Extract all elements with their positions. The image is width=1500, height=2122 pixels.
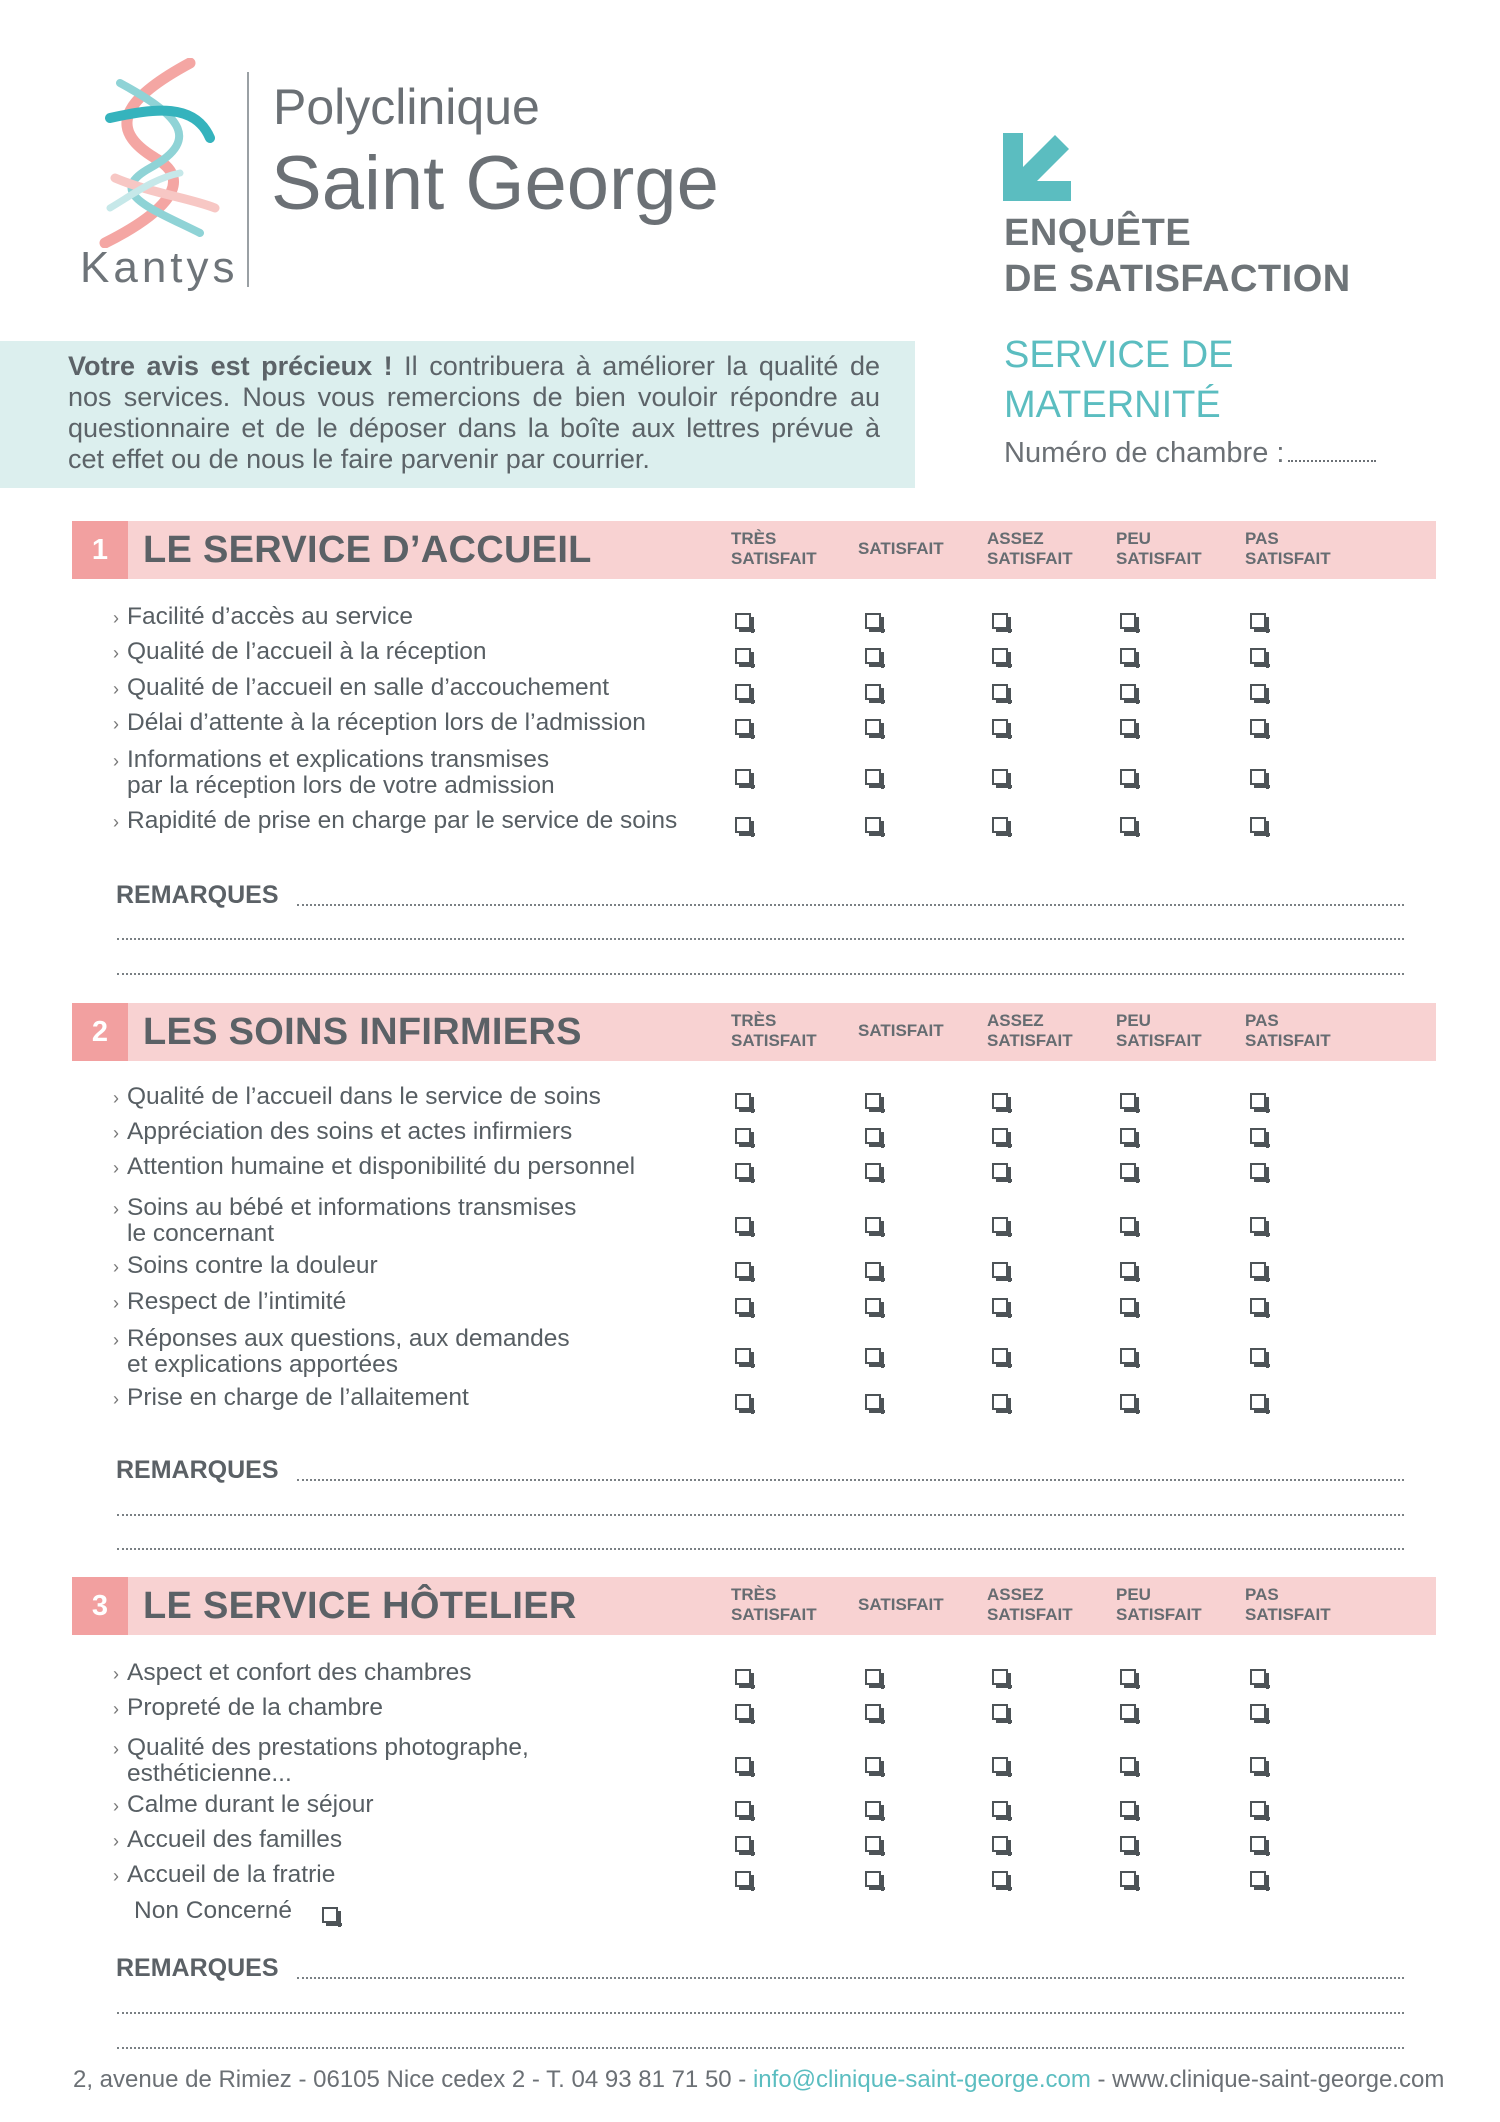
rating-checkbox[interactable]	[992, 1394, 1008, 1410]
rating-checkbox[interactable]	[992, 817, 1008, 833]
survey-title-line2: DE SATISFACTION	[1004, 258, 1351, 300]
question-label: Rapidité de prise en charge par le service de soins	[127, 807, 678, 834]
rating-column-header-line: PAS	[1245, 1585, 1279, 1604]
remarks-label: REMARQUES	[116, 1954, 279, 1982]
service-name-line1: SERVICE DE	[1004, 334, 1234, 376]
question-label: Facilité d’accès au service	[127, 603, 413, 630]
question-label: Attention humaine et disponibilité du personnel	[127, 1153, 636, 1180]
rating-checkbox[interactable]	[992, 719, 1008, 735]
question-label: Informations et explications transmises par la réception lors de votre admission	[127, 746, 555, 799]
rating-checkbox[interactable]	[1250, 817, 1266, 833]
rating-column-header	[731, 1585, 817, 1625]
rating-checkbox[interactable]	[992, 1128, 1008, 1144]
rating-checkbox[interactable]	[865, 1163, 881, 1179]
rating-checkbox[interactable]	[735, 1801, 751, 1817]
chevron-right-icon: ›	[113, 1699, 119, 1719]
rating-checkbox[interactable]	[865, 719, 881, 735]
rating-checkbox[interactable]	[735, 1262, 751, 1278]
rating-column-header-line: SATISFAIT	[731, 1031, 817, 1050]
rating-checkbox[interactable]	[735, 769, 751, 785]
clinic-logo-mark	[95, 58, 225, 248]
rating-checkbox[interactable]	[865, 684, 881, 700]
rating-checkbox[interactable]	[865, 1836, 881, 1852]
rating-column-header-line: PEU	[1116, 529, 1151, 548]
rating-checkbox[interactable]	[1250, 1298, 1266, 1314]
section-number: 1	[72, 521, 128, 579]
rating-checkbox[interactable]	[1120, 1801, 1136, 1817]
rating-checkbox[interactable]	[1120, 1262, 1136, 1278]
rating-checkbox[interactable]	[992, 1801, 1008, 1817]
room-number-label: Numéro de chambre :	[1004, 437, 1285, 469]
rating-checkbox[interactable]	[1250, 1669, 1266, 1685]
remarks-line[interactable]	[117, 1514, 1404, 1516]
rating-checkbox[interactable]	[992, 1262, 1008, 1278]
rating-column-header-line: ASSEZ	[987, 1585, 1044, 1604]
rating-checkbox[interactable]	[1250, 648, 1266, 664]
remarks-line[interactable]	[297, 904, 1404, 906]
rating-checkbox[interactable]	[992, 1217, 1008, 1233]
rating-checkbox[interactable]	[1250, 719, 1266, 735]
rating-checkbox[interactable]	[735, 1298, 751, 1314]
chevron-right-icon: ›	[113, 1199, 119, 1219]
rating-column-header	[987, 1011, 1073, 1051]
rating-column-header-line: ASSEZ	[987, 529, 1044, 548]
rating-checkbox[interactable]	[992, 1704, 1008, 1720]
logo-divider	[247, 72, 249, 287]
rating-checkbox[interactable]	[1120, 1128, 1136, 1144]
chevron-right-icon: ›	[113, 1389, 119, 1409]
rating-column-header-line: PEU	[1116, 1585, 1151, 1604]
rating-checkbox[interactable]	[1250, 1262, 1266, 1278]
room-number-field[interactable]	[1004, 437, 1376, 470]
rating-column-header-line: PAS	[1245, 1011, 1279, 1030]
section-title: LE SERVICE HÔTELIER	[143, 1585, 577, 1627]
rating-checkbox[interactable]	[735, 1093, 751, 1109]
rating-checkbox[interactable]	[1250, 613, 1266, 629]
chevron-right-icon: ›	[113, 1257, 119, 1277]
question-label: Qualité de l’accueil en salle d’accouchement	[127, 674, 610, 701]
rating-checkbox[interactable]	[1120, 1669, 1136, 1685]
survey-question	[113, 747, 555, 799]
rating-checkbox[interactable]	[1120, 1836, 1136, 1852]
rating-checkbox[interactable]	[1120, 648, 1136, 664]
rating-checkbox[interactable]	[1250, 1348, 1266, 1364]
rating-checkbox[interactable]	[992, 1871, 1008, 1887]
question-label: Réponses aux questions, aux demandes et explications apportées	[127, 1325, 570, 1378]
section-number: 3	[72, 1577, 128, 1635]
chevron-right-icon: ›	[113, 1796, 119, 1816]
survey-question	[113, 1253, 378, 1280]
rating-checkbox[interactable]	[735, 1871, 751, 1887]
rating-column-header-line: SATISFAIT	[731, 549, 817, 568]
survey-question	[113, 1195, 576, 1247]
rating-checkbox[interactable]	[735, 1704, 751, 1720]
rating-checkbox[interactable]	[735, 648, 751, 664]
question-label: Calme durant le séjour	[127, 1791, 374, 1818]
section-number: 2	[72, 1003, 128, 1061]
chevron-right-icon: ›	[113, 1831, 119, 1851]
rating-checkbox[interactable]	[735, 817, 751, 833]
rating-checkbox[interactable]	[735, 684, 751, 700]
rating-checkbox[interactable]	[735, 1836, 751, 1852]
rating-checkbox[interactable]	[1250, 1871, 1266, 1887]
survey-question	[113, 1862, 335, 1889]
survey-question	[113, 675, 609, 702]
question-label: Soins au bébé et informations transmises le concernant	[127, 1194, 577, 1247]
question-label: Respect de l’intimité	[127, 1288, 347, 1315]
rating-column-header-line: SATISFAIT	[731, 1605, 817, 1624]
rating-column-header	[1116, 1011, 1202, 1051]
rating-checkbox[interactable]	[1120, 1298, 1136, 1314]
rating-column-header-line: SATISFAIT	[987, 1605, 1073, 1624]
rating-checkbox[interactable]	[992, 648, 1008, 664]
rating-column-header	[987, 1585, 1073, 1625]
survey-question	[113, 1084, 601, 1111]
rating-column-header	[1116, 529, 1202, 569]
rating-column-header-line: SATISFAIT	[1116, 549, 1202, 568]
rating-checkbox[interactable]	[1120, 719, 1136, 735]
rating-column-header-line: SATISFAIT	[987, 549, 1073, 568]
rating-column-header-line: PAS	[1245, 529, 1279, 548]
chevron-right-icon: ›	[113, 1158, 119, 1178]
rating-checkbox[interactable]	[865, 1669, 881, 1685]
rating-checkbox[interactable]	[1250, 1394, 1266, 1410]
rating-checkbox[interactable]	[992, 613, 1008, 629]
rating-checkbox[interactable]	[865, 1262, 881, 1278]
question-label: Qualité de l’accueil à la réception	[127, 638, 487, 665]
rating-column-header	[858, 1595, 944, 1615]
rating-checkbox[interactable]	[865, 1298, 881, 1314]
chevron-right-icon: ›	[113, 643, 119, 663]
rating-checkbox[interactable]	[735, 1348, 751, 1364]
rating-checkbox[interactable]	[1250, 1217, 1266, 1233]
rating-checkbox[interactable]	[735, 719, 751, 735]
survey-question	[113, 1695, 383, 1722]
rating-column-header	[987, 529, 1073, 569]
footer-email-link[interactable]: info@clinique-saint-george.com	[752, 2066, 1091, 2093]
rating-checkbox[interactable]	[865, 1128, 881, 1144]
rating-column-header	[731, 529, 817, 569]
rating-column-header-line: SATISFAIT	[1245, 1031, 1331, 1050]
rating-checkbox[interactable]	[735, 1163, 751, 1179]
chevron-right-icon: ›	[113, 1088, 119, 1108]
question-label: Prise en charge de l’allaitement	[127, 1384, 469, 1411]
question-label: Délai d’attente à la réception lors de l’admission	[127, 709, 646, 736]
section-header	[72, 521, 1436, 579]
rating-column-header-line: SATISFAIT	[1245, 549, 1331, 568]
not-concerned-label: Non Concerné	[134, 1897, 292, 1924]
chevron-right-icon: ›	[113, 679, 119, 699]
chevron-right-icon: ›	[113, 1293, 119, 1313]
question-label: Aspect et confort des chambres	[127, 1659, 472, 1686]
survey-question	[113, 604, 413, 631]
survey-question	[113, 1326, 570, 1378]
rating-checkbox[interactable]	[1120, 1163, 1136, 1179]
footer-website-link[interactable]: www.clinique-saint-george.com	[1112, 2066, 1445, 2093]
chevron-right-icon: ›	[113, 812, 119, 832]
rating-checkbox[interactable]	[992, 1093, 1008, 1109]
intro-body: Il contribuera à améliorer la qualité de nos services. Nous vous remercions de bien vouloir répondre au questionnaire et de le déposer dans la boîte aux lettres prévue à cet effet ou de nous le faire parvenir par courrier.	[68, 351, 880, 474]
rating-column-header	[1245, 529, 1331, 569]
remarks-line[interactable]	[117, 973, 1404, 975]
rating-column-header-line: SATISFAIT	[987, 1031, 1073, 1050]
remarks-label: REMARQUES	[116, 881, 279, 909]
rating-column-header	[1245, 1585, 1331, 1625]
rating-checkbox[interactable]	[865, 769, 881, 785]
intro-bold: Votre avis est précieux !	[68, 351, 393, 381]
question-label: Qualité de l’accueil dans le service de soins	[127, 1083, 601, 1110]
rating-checkbox[interactable]	[1250, 1704, 1266, 1720]
survey-question	[113, 639, 487, 666]
survey-question	[113, 1735, 529, 1787]
rating-checkbox[interactable]	[865, 817, 881, 833]
rating-column-header-line: SATISFAIT	[858, 1021, 944, 1040]
rating-column-header	[1116, 1585, 1202, 1625]
not-concerned-checkbox[interactable]	[322, 1907, 338, 1923]
chevron-right-icon: ›	[113, 1330, 119, 1350]
clinic-name-line2: Saint George	[271, 141, 719, 226]
question-label: Qualité des prestations photographe, esthéticienne...	[127, 1734, 529, 1787]
service-name	[1004, 330, 1233, 430]
intro-text	[68, 351, 880, 475]
rating-checkbox[interactable]	[1250, 1093, 1266, 1109]
rating-checkbox[interactable]	[865, 1348, 881, 1364]
chevron-right-icon: ›	[113, 714, 119, 734]
remarks-label: REMARQUES	[116, 1456, 279, 1484]
rating-checkbox[interactable]	[735, 1128, 751, 1144]
question-label: Accueil des familles	[127, 1826, 343, 1853]
survey-question	[113, 1154, 635, 1181]
rating-checkbox[interactable]	[735, 1217, 751, 1233]
survey-question	[113, 808, 677, 835]
footer-address: 2, avenue de Rimiez - 06105 Nice cedex 2 - T. 04 93 81 71 50 -	[73, 2066, 753, 2093]
chevron-right-icon: ›	[113, 608, 119, 628]
rating-checkbox[interactable]	[992, 1348, 1008, 1364]
rating-column-header-line: SATISFAIT	[1116, 1031, 1202, 1050]
rating-checkbox[interactable]	[992, 684, 1008, 700]
rating-column-header	[858, 539, 944, 559]
rating-checkbox[interactable]	[1250, 684, 1266, 700]
room-number-blank[interactable]	[1288, 460, 1376, 462]
question-label: Accueil de la fratrie	[127, 1861, 336, 1888]
rating-checkbox[interactable]	[1120, 817, 1136, 833]
rating-checkbox[interactable]	[1120, 1757, 1136, 1773]
rating-checkbox[interactable]	[735, 1757, 751, 1773]
remarks-line[interactable]	[117, 1548, 1404, 1550]
question-label: Appréciation des soins et actes infirmiers	[127, 1118, 573, 1145]
survey-question	[113, 710, 646, 737]
remarks-line[interactable]	[117, 938, 1404, 940]
rating-checkbox[interactable]	[992, 769, 1008, 785]
section-header	[72, 1577, 1436, 1635]
rating-checkbox[interactable]	[1120, 1093, 1136, 1109]
rating-checkbox[interactable]	[1250, 1128, 1266, 1144]
rating-column-header	[731, 1011, 817, 1051]
rating-checkbox[interactable]	[1250, 1163, 1266, 1179]
rating-checkbox[interactable]	[1250, 769, 1266, 785]
rating-checkbox[interactable]	[865, 648, 881, 664]
service-name-line2: MATERNITÉ	[1004, 384, 1221, 426]
rating-checkbox[interactable]	[992, 1163, 1008, 1179]
rating-checkbox[interactable]	[865, 1801, 881, 1817]
rating-column-header-line: PEU	[1116, 1011, 1151, 1030]
rating-checkbox[interactable]	[1120, 1871, 1136, 1887]
chevron-right-icon: ›	[113, 751, 119, 771]
chevron-right-icon: ›	[113, 1739, 119, 1759]
rating-checkbox[interactable]	[865, 1871, 881, 1887]
rating-column-header-line: SATISFAIT	[858, 539, 944, 558]
remarks-line[interactable]	[297, 1977, 1404, 1979]
rating-checkbox[interactable]	[865, 613, 881, 629]
rating-checkbox[interactable]	[1250, 1836, 1266, 1852]
rating-checkbox[interactable]	[865, 1394, 881, 1410]
rating-checkbox[interactable]	[992, 1669, 1008, 1685]
rating-checkbox[interactable]	[735, 1394, 751, 1410]
chevron-right-icon: ›	[113, 1866, 119, 1886]
rating-column-header-line: TRÈS	[731, 1011, 777, 1030]
footer-separator: -	[1090, 2066, 1113, 2093]
rating-checkbox[interactable]	[992, 1298, 1008, 1314]
survey-question	[113, 1660, 472, 1687]
rating-checkbox[interactable]	[865, 1704, 881, 1720]
rating-checkbox[interactable]	[1120, 684, 1136, 700]
survey-question	[113, 1289, 346, 1316]
rating-checkbox[interactable]	[1120, 1348, 1136, 1364]
question-label: Propreté de la chambre	[127, 1694, 384, 1721]
rating-checkbox[interactable]	[735, 613, 751, 629]
rating-checkbox[interactable]	[992, 1757, 1008, 1773]
intro-box	[0, 341, 915, 488]
remarks-line[interactable]	[117, 2047, 1404, 2049]
rating-column-header-line: SATISFAIT	[1245, 1605, 1331, 1624]
rating-checkbox[interactable]	[1120, 769, 1136, 785]
rating-checkbox[interactable]	[1250, 1801, 1266, 1817]
survey-question	[113, 1792, 373, 1819]
section-title: LE SERVICE D’ACCUEIL	[143, 529, 592, 571]
rating-column-header-line: ASSEZ	[987, 1011, 1044, 1030]
rating-column-header	[858, 1021, 944, 1041]
survey-question	[113, 1385, 469, 1412]
section-header	[72, 1003, 1436, 1061]
remarks-line[interactable]	[117, 2012, 1404, 2014]
survey-title-line1: ENQUÊTE	[1004, 212, 1192, 254]
rating-checkbox[interactable]	[1120, 1217, 1136, 1233]
rating-column-header-line: SATISFAIT	[1116, 1605, 1202, 1624]
clinic-name-line1: Polyclinique	[273, 79, 540, 135]
survey-question	[113, 1119, 572, 1146]
rating-checkbox[interactable]	[992, 1836, 1008, 1852]
question-label: Soins contre la douleur	[127, 1252, 378, 1279]
rating-checkbox[interactable]	[1120, 1394, 1136, 1410]
logo-wordmark: Kantys	[80, 243, 239, 292]
rating-column-header-line: SATISFAIT	[858, 1595, 944, 1614]
rating-column-header-line: TRÈS	[731, 1585, 777, 1604]
rating-checkbox[interactable]	[865, 1757, 881, 1773]
arrow-down-left-icon	[1003, 133, 1071, 201]
rating-checkbox[interactable]	[865, 1217, 881, 1233]
survey-question	[113, 1827, 342, 1854]
section-title: LES SOINS INFIRMIERS	[143, 1011, 582, 1053]
footer	[73, 2066, 1444, 2094]
rating-column-header-line: TRÈS	[731, 529, 777, 548]
chevron-right-icon: ›	[113, 1123, 119, 1143]
rating-checkbox[interactable]	[865, 1093, 881, 1109]
remarks-line[interactable]	[297, 1479, 1404, 1481]
rating-column-header	[1245, 1011, 1331, 1051]
chevron-right-icon: ›	[113, 1664, 119, 1684]
rating-checkbox[interactable]	[1120, 1704, 1136, 1720]
rating-checkbox[interactable]	[735, 1669, 751, 1685]
survey-title	[1004, 210, 1351, 302]
rating-checkbox[interactable]	[1250, 1757, 1266, 1773]
rating-checkbox[interactable]	[1120, 613, 1136, 629]
